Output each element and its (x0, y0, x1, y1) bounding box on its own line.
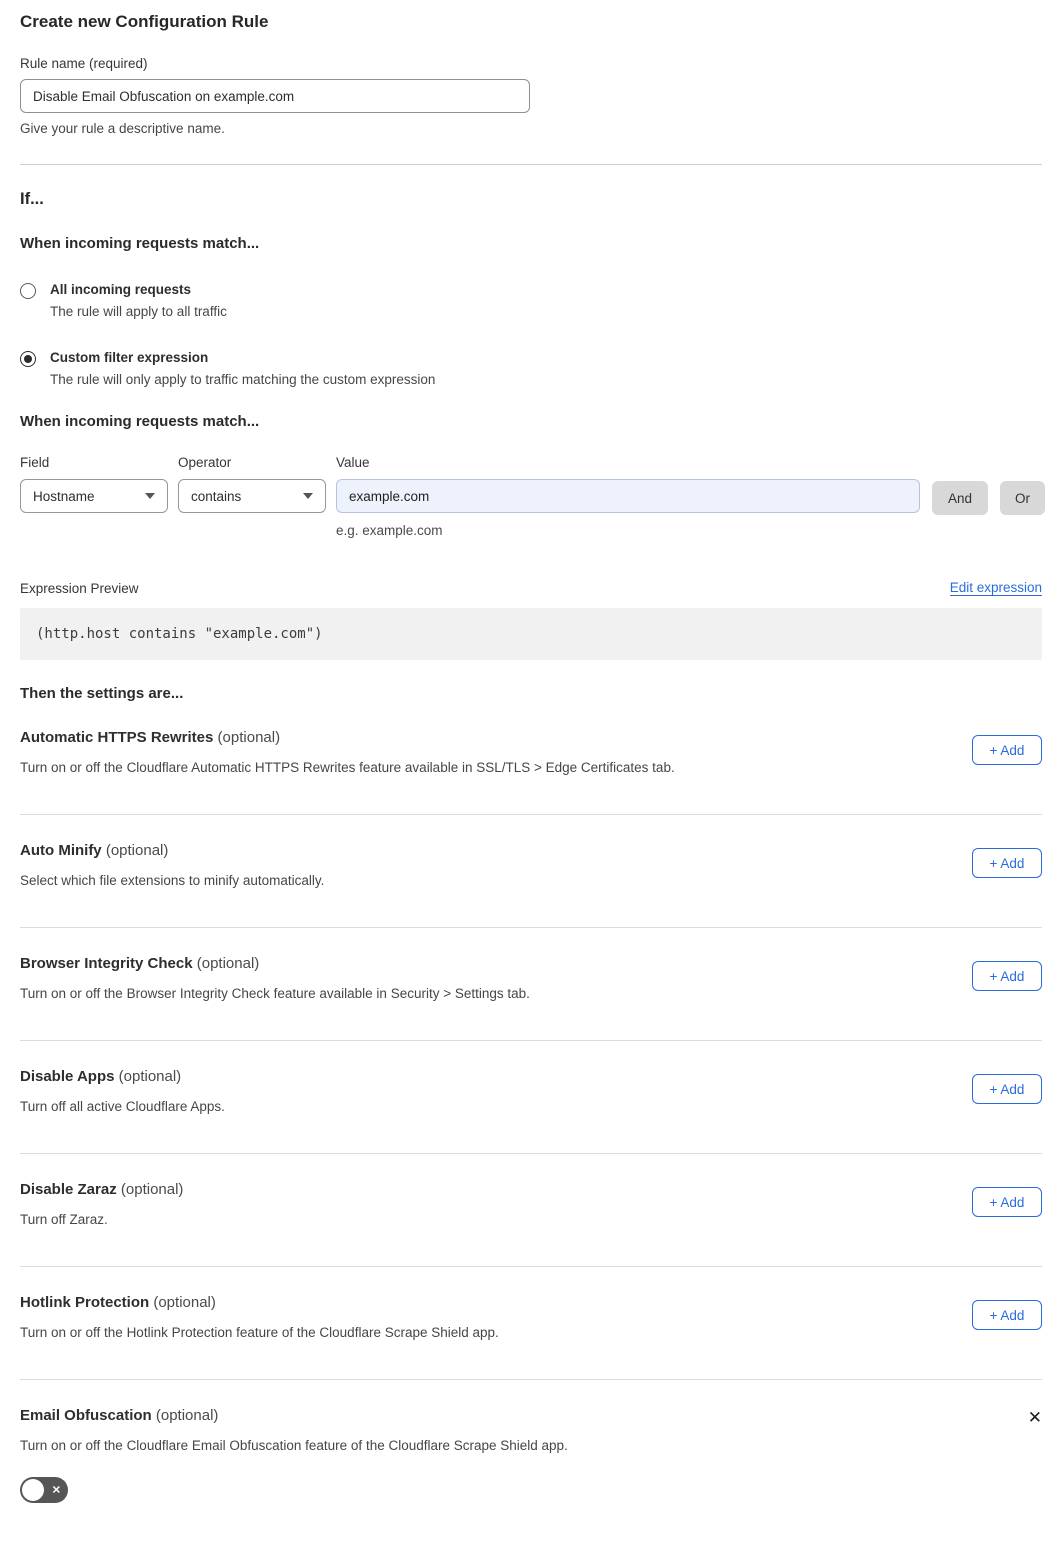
radio-description: The rule will apply to all traffic (50, 304, 227, 319)
value-label: Value (336, 455, 370, 470)
rule-name-group (20, 56, 1042, 136)
add-button[interactable]: + Add (972, 1074, 1042, 1104)
setting-description: Select which file extensions to minify automatically. (20, 873, 325, 888)
setting-info (20, 1294, 499, 1340)
setting-optional-text: (optional) (153, 1294, 216, 1311)
radio-texts (50, 350, 435, 387)
field-select-value: Hostname (33, 488, 95, 504)
match-type-heading: When incoming requests match... (20, 235, 260, 252)
add-button[interactable]: + Add (972, 1187, 1042, 1217)
operator-select[interactable] (178, 479, 326, 513)
setting-optional-text: (optional) (118, 1068, 182, 1085)
setting-info (20, 729, 675, 775)
setting-disable-zaraz (20, 1154, 1042, 1267)
setting-info (20, 842, 324, 888)
operator-select-value: contains (191, 488, 242, 504)
setting-browser-integrity-check (20, 928, 1042, 1041)
value-column (336, 455, 920, 538)
setting-title (20, 729, 675, 746)
rule-name-label: Rule name (required) (20, 56, 148, 71)
add-button[interactable]: + Add (972, 961, 1042, 991)
expression-preview-label: Expression Preview (20, 581, 139, 596)
match-type-radio-group (20, 282, 1042, 387)
setting-title-text: Disable Apps (20, 1068, 115, 1085)
setting-email-obfuscation (20, 1380, 1042, 1503)
radio-selected-icon[interactable] (20, 351, 36, 367)
setting-hotlink-protection (20, 1267, 1042, 1380)
setting-title (20, 1068, 225, 1085)
setting-automatic-https-rewrites (20, 702, 1042, 815)
setting-description: Turn off Zaraz. (20, 1212, 108, 1227)
setting-info (20, 1181, 183, 1227)
setting-optional-text: (optional) (105, 842, 169, 859)
setting-description: Turn on or off the Cloudflare Automatic HTTPS Rewrites feature available in SSL/TLS > Edge Certificates tab. (20, 760, 675, 775)
and-button[interactable]: And (932, 481, 988, 515)
setting-title (20, 1294, 499, 1311)
setting-optional-text: (optional) (120, 1181, 184, 1198)
field-select[interactable] (20, 479, 168, 513)
expression-builder-heading: When incoming requests match... (20, 413, 260, 430)
radio-all-incoming-requests[interactable] (20, 282, 1042, 319)
value-input[interactable] (336, 479, 920, 513)
setting-title (20, 1181, 183, 1198)
expression-preview-code: (http.host contains "example.com") (20, 608, 1042, 660)
setting-optional-text: (optional) (155, 1407, 219, 1424)
setting-info (20, 1068, 225, 1114)
section-divider (20, 164, 1042, 165)
field-column (20, 455, 168, 513)
setting-optional-text: (optional) (196, 955, 260, 972)
operator-column (178, 455, 326, 513)
chevron-down-icon (303, 493, 313, 499)
add-button[interactable]: + Add (972, 1300, 1042, 1330)
setting-description: Turn on or off the Cloudflare Email Obfuscation feature of the Cloudflare Scrape Shield app. (20, 1438, 568, 1453)
setting-title (20, 955, 530, 972)
add-button[interactable]: + Add (972, 735, 1042, 765)
setting-title (20, 842, 324, 859)
radio-label: All incoming requests (50, 282, 192, 297)
setting-title-text: Auto Minify (20, 842, 102, 859)
if-heading: If... (20, 190, 44, 208)
setting-optional-text: (optional) (217, 729, 281, 746)
value-hint: e.g. example.com (336, 523, 443, 538)
setting-title (20, 1407, 568, 1424)
setting-disable-apps (20, 1041, 1042, 1154)
setting-title-text: Hotlink Protection (20, 1294, 150, 1311)
radio-label: Custom filter expression (50, 350, 209, 365)
toggle-off-x-icon: ✕ (51, 1484, 61, 1497)
page-title: Create new Configuration Rule (20, 12, 269, 31)
operator-label: Operator (178, 455, 232, 470)
email-obfuscation-toggle[interactable] (20, 1477, 68, 1503)
setting-title-text: Automatic HTTPS Rewrites (20, 729, 214, 746)
add-button[interactable]: + Add (972, 848, 1042, 878)
setting-title-text: Email Obfuscation (20, 1407, 152, 1424)
radio-description: The rule will only apply to traffic matching the custom expression (50, 372, 436, 387)
radio-texts (50, 282, 227, 319)
field-label: Field (20, 455, 50, 470)
chevron-down-icon (145, 493, 155, 499)
setting-description: Turn on or off the Browser Integrity Check feature available in Security > Settings tab. (20, 986, 530, 1001)
setting-info (20, 955, 530, 1001)
setting-title-text: Browser Integrity Check (20, 955, 193, 972)
toggle-knob (22, 1479, 44, 1501)
edit-expression-link[interactable]: Edit expression (949, 580, 1042, 595)
expression-preview-header (20, 580, 1042, 596)
setting-info (20, 1407, 568, 1503)
setting-title-text: Disable Zaraz (20, 1181, 117, 1198)
radio-unselected-icon[interactable] (20, 283, 36, 299)
setting-description: Turn off all active Cloudflare Apps. (20, 1099, 225, 1114)
then-settings-heading: Then the settings are... (20, 685, 184, 702)
setting-auto-minify (20, 815, 1042, 928)
rule-name-input[interactable] (20, 79, 530, 113)
or-button[interactable]: Or (1000, 481, 1045, 515)
close-icon[interactable]: ✕ (1027, 1408, 1042, 1427)
rule-name-help: Give your rule a descriptive name. (20, 121, 225, 136)
radio-custom-filter-expression[interactable] (20, 350, 1042, 387)
setting-description: Turn on or off the Hotlink Protection feature of the Cloudflare Scrape Shield app. (20, 1325, 499, 1340)
expression-builder-row (20, 455, 1042, 538)
